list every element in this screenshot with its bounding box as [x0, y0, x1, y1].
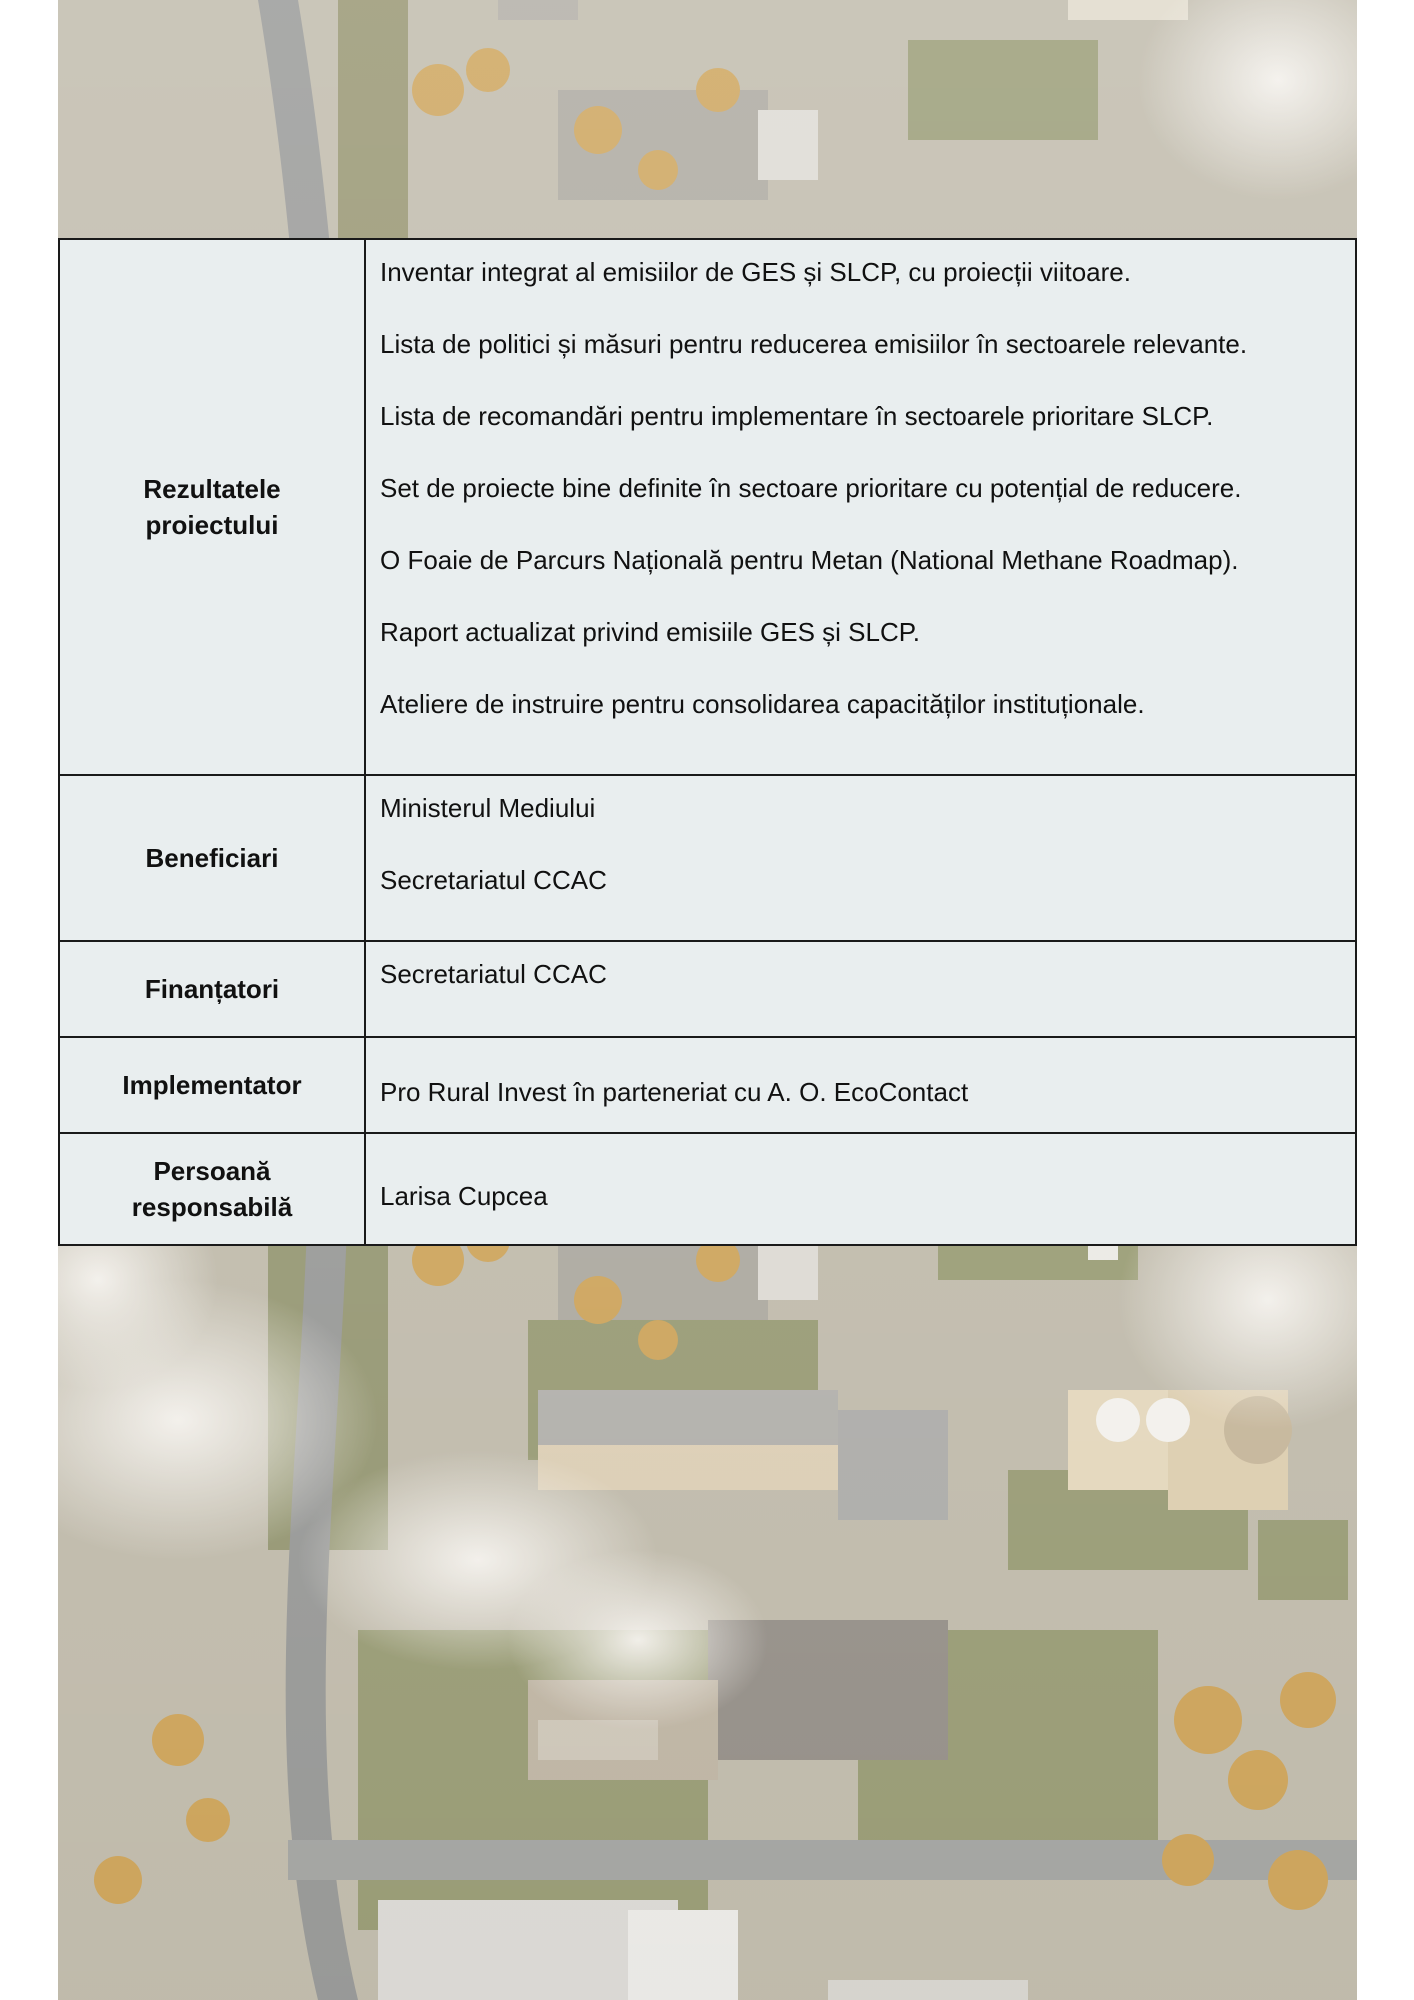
- funders-value: Secretariatul CCAC: [380, 959, 607, 989]
- result-item: Set de proiecte bine definite în sectoare prioritare cu potențial de reducere.: [380, 473, 1242, 503]
- funders-label: Finanțatori: [59, 941, 365, 1037]
- result-item: O Foaie de Parcurs Națională pentru Metan (National Methane Roadmap).: [380, 545, 1239, 575]
- beneficiaries-row: [59, 775, 1356, 941]
- implementer-row: [59, 1037, 1356, 1133]
- beneficiaries-list: [365, 775, 1356, 941]
- responsible-value: Larisa Cupcea: [380, 1181, 548, 1211]
- implementer-value: Pro Rural Invest în parteneriat cu A. O. EcoContact: [380, 1077, 969, 1107]
- result-item: Ateliere de instruire pentru consolidarea capacităților instituționale.: [380, 689, 1145, 719]
- result-item: Lista de politici și măsuri pentru reducerea emisiilor în sectoarele relevante.: [380, 329, 1248, 359]
- implementer-label: Implementator: [59, 1037, 365, 1133]
- funders-row: [59, 941, 1356, 1037]
- funders-value-cell: [365, 941, 1356, 1037]
- result-item: Raport actualizat privind emisiile GES și SLCP.: [380, 617, 920, 647]
- beneficiary-item: Secretariatul CCAC: [380, 865, 607, 895]
- responsible-row: [59, 1133, 1356, 1245]
- beneficiaries-label: Beneficiari: [59, 775, 365, 941]
- results-row: [59, 239, 1356, 775]
- responsible-label: Persoană responsabilă: [59, 1133, 365, 1245]
- results-label: Rezultatele proiectului: [59, 239, 365, 775]
- implementer-value-cell: [365, 1037, 1356, 1133]
- results-list: [365, 239, 1356, 775]
- result-item: Inventar integrat al emisiilor de GES și SLCP, cu proiecții viitoare.: [380, 257, 1131, 287]
- result-item: Lista de recomandări pentru implementare în sectoarele prioritare SLCP.: [380, 401, 1214, 431]
- beneficiary-item: Ministerul Mediului: [380, 793, 596, 823]
- project-info-table: [58, 238, 1357, 1246]
- responsible-value-cell: [365, 1133, 1356, 1245]
